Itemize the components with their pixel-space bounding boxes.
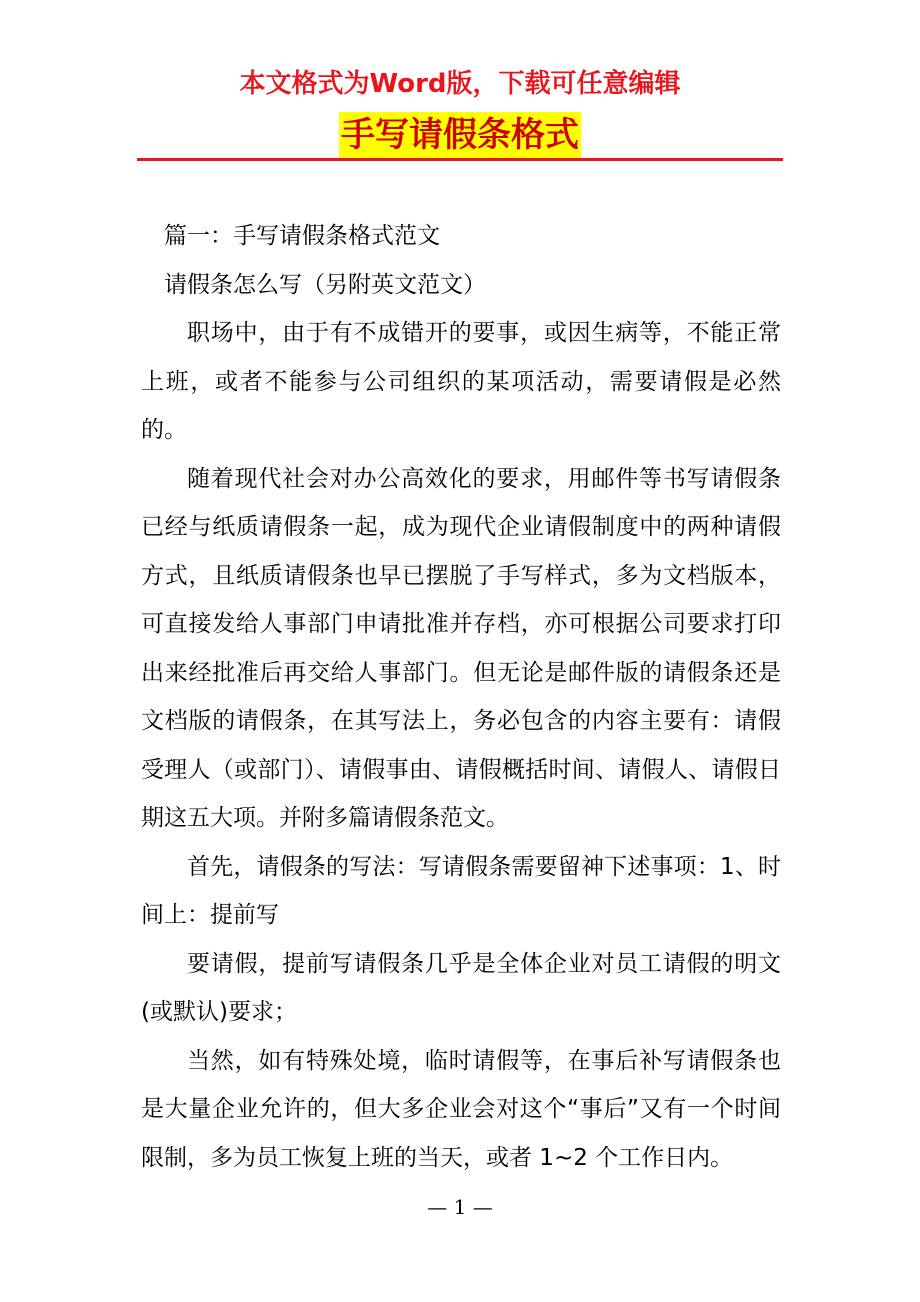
paragraph: 要请假，提前写请假条几乎是全体企业对员工请假的明文(或默认)要求；: [141, 950, 781, 1025]
document-body: [141, 212, 781, 1182]
title-divider: [137, 158, 783, 161]
paragraph: 职场中，由于有不成错开的要事，或因生病等，不能正常上班，或者不能参与公司组织的某项活动，需要请假是必然的。: [141, 320, 781, 443]
page-number: — 1 —: [427, 1195, 493, 1219]
title-wrap: [0, 112, 920, 158]
subheading: 请假条怎么写（另附英文范文）: [164, 271, 486, 298]
paragraph: 首先，请假条的写法：写请假条需要留神下述事项：1、时间上：提前写: [141, 853, 781, 928]
document-title: 手写请假条格式: [339, 112, 581, 158]
section-heading: 篇一：手写请假条格式范文: [164, 223, 440, 249]
download-banner: 本文格式为Word版，下载可任意编辑: [239, 69, 681, 99]
paragraph: 随着现代社会对办公高效化的要求，用邮件等书写请假条已经与纸质请假条一起，成为现代企业请假制度中的两种请假方式，且纸质请假条也早已摆脱了手写样式，多为文档版本，可直接发给人事部门申请批准并存档，亦可根据公司要求打印出来经批准后再交给人事部门。但无论是邮件版的请假条还是文档版的请假条，在其写法上，务必包含的内容主要有：请假受理人（或部门）、请假事由、请假概括时间、请假人、请假日期这五大项。并附多篇请假条范文。: [141, 465, 781, 831]
paragraph: 当然，如有特殊处境，临时请假等，在事后补写请假条也是大量企业允许的，但大多企业会对这个“事后”又有一个时间限制，多为员工恢复上班的当天，或者 1~2 个工作日内。: [141, 1047, 781, 1171]
